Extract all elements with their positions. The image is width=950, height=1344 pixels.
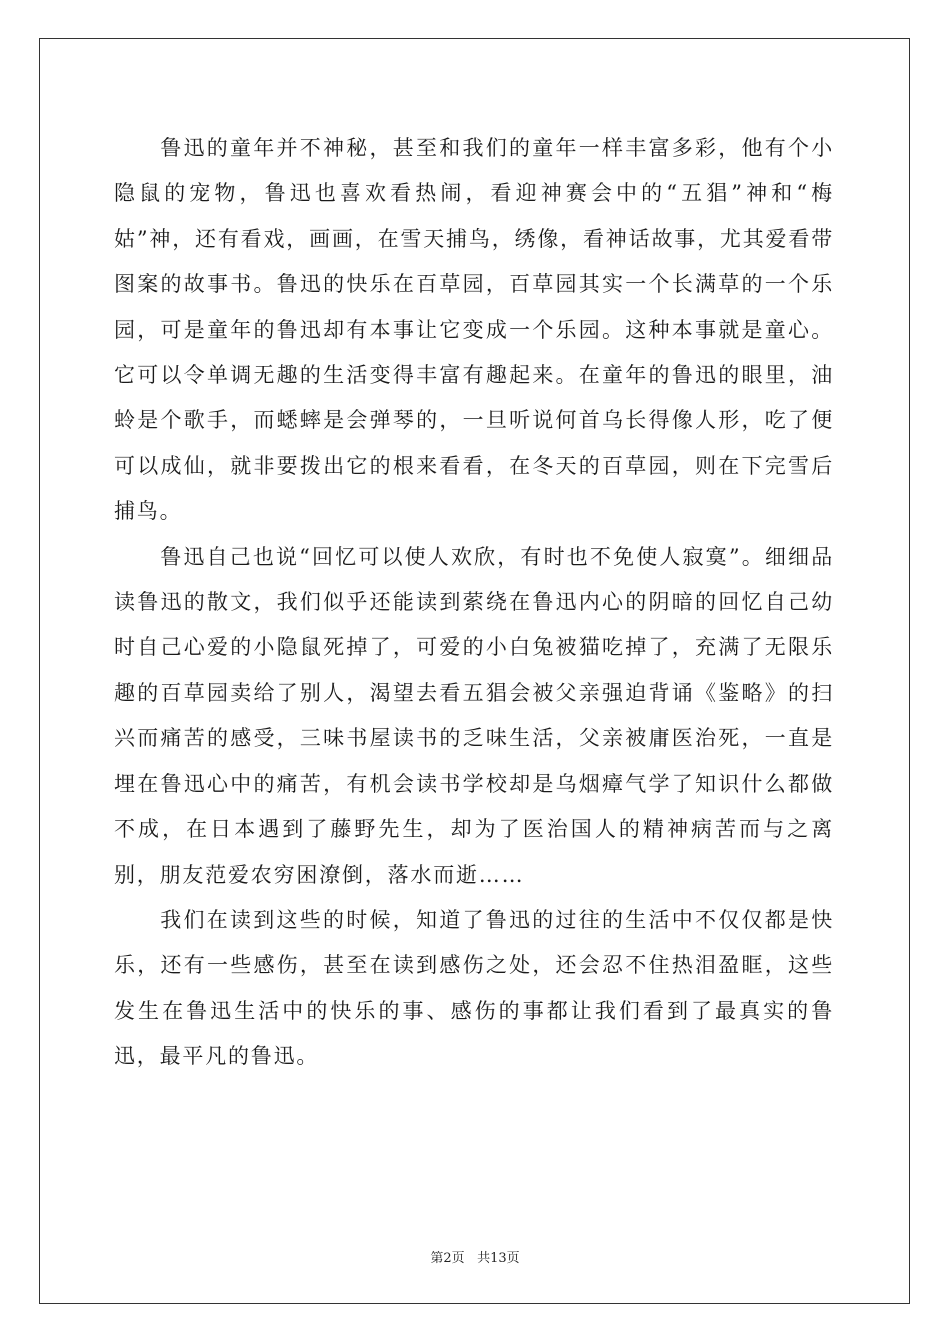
paragraph-1: 鲁迅的童年并不神秘，甚至和我们的童年一样丰富多彩，他有个小隐鼠的宠物，鲁迅也喜欢看热闹，看迎神赛会中的“五猖”神和“梅姑”神，还有看戏，画画，在雪天捕鸟，绣像，看神话故事，尤其爱看带图案的故事书。鲁迅的快乐在百草园，百草园其实一个长满草的一个乐园，可是童年的鲁迅却有本事让它变成一个乐园。这种本事就是童心。它可以令单调无趣的生活变得丰富有趣起来。在童年的鲁迅的眼里，油蛉是个歌手，而蟋蟀是会弹琴的，一旦听说何首乌长得像人形，吃了便可以成仙，就非要拨出它的根来看看，在冬天的百草园，则在下完雪后捕鸟。 <box>114 136 834 524</box>
page-footer <box>0 1247 950 1266</box>
paragraph-3: 我们在读到这些的时候，知道了鲁迅的过往的生活中不仅仅都是快乐，还有一些感伤，甚至在读到感伤之处，还会忍不住热泪盈眶，这些发生在鲁迅生活中的快乐的事、感伤的事都让我们看到了最真实的鲁迅，最平凡的鲁迅。 <box>114 907 834 1069</box>
page-number: 第2页 <box>430 1251 465 1266</box>
paragraph-2: 鲁迅自己也说“回忆可以使人欢欣，有时也不免使人寂寞”。细细品读鲁迅的散文，我们似乎还能读到萦绕在鲁迅内心的阴暗的回忆自己幼时自己心爱的小隐鼠死掉了，可爱的小白兔被猫吃掉了，充满了无限乐趣的百草园卖给了别人，渴望去看五猖会被父亲强迫背诵《鉴略》的扫兴而痛苦的感受，三味书屋读书的乏味生活，父亲被庸医治死，一直是埋在鲁迅心中的痛苦，有机会读书学校却是乌烟瘴气学了知识什么都做不成，在日本遇到了藤野先生，却为了医治国人的精神病苦而与之离别，朋友范爱农穷困潦倒，落水而逝…… <box>114 544 834 887</box>
page-total: 共13页 <box>477 1251 520 1266</box>
document-body <box>114 126 834 1080</box>
